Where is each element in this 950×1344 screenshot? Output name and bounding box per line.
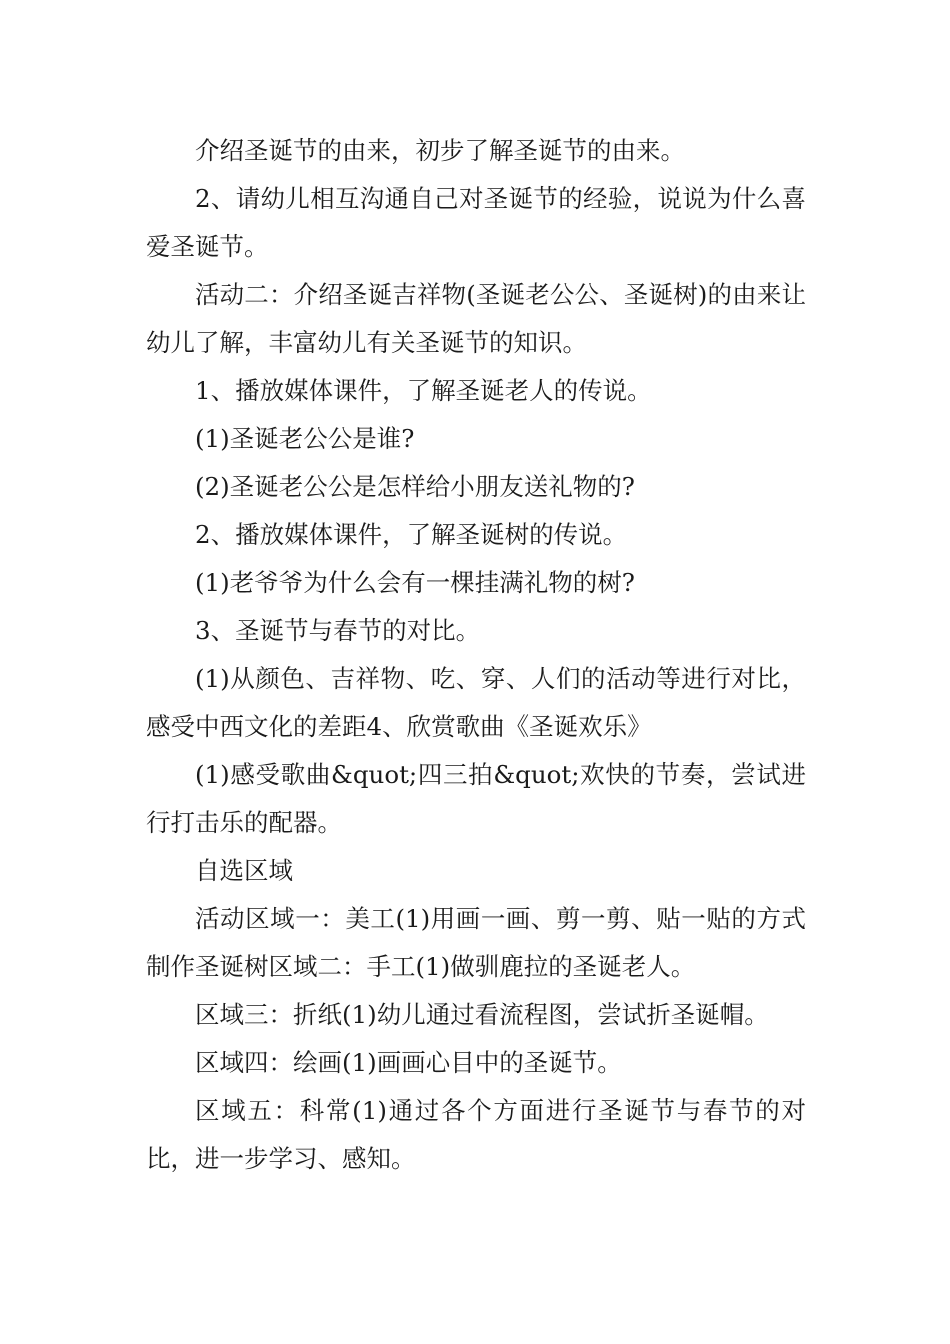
paragraph: 活动区域一：美工(1)用画一画、剪一剪、贴一贴的方式制作圣诞树区域二：手工(1)做驯鹿拉的圣诞老人。 xyxy=(146,904,806,981)
paragraph: (1)圣诞老公公是谁? xyxy=(195,424,415,453)
paragraph: 区域三：折纸(1)幼儿通过看流程图，尝试折圣诞帽。 xyxy=(195,1000,769,1029)
paragraph: 区域四：绘画(1)画画心目中的圣诞节。 xyxy=(195,1048,622,1077)
paragraph: 2、请幼儿相互沟通自己对圣诞节的经验，说说为什么喜爱圣诞节。 xyxy=(146,184,806,261)
paragraph: 3、圣诞节与春节的对比。 xyxy=(195,616,481,645)
paragraph: 2、播放媒体课件，了解圣诞树的传说。 xyxy=(195,520,628,549)
paragraph: 介绍圣诞节的由来，初步了解圣诞节的由来。 xyxy=(195,136,685,165)
paragraph: 活动二：介绍圣诞吉祥物(圣诞老公公、圣诞树)的由来让幼儿了解，丰富幼儿有关圣诞节的知识。 xyxy=(146,280,806,357)
paragraph: (1)从颜色、吉祥物、吃、穿、人们的活动等进行对比，感受中西文化的差距4、欣赏歌曲《圣诞欢乐》 xyxy=(146,664,806,741)
document-body xyxy=(146,127,806,1183)
paragraph: (1)老爷爷为什么会有一棵挂满礼物的树? xyxy=(195,568,635,597)
paragraph: 区域五：科常(1)通过各个方面进行圣诞节与春节的对比，进一步学习、感知。 xyxy=(146,1096,806,1173)
section-heading: 自选区域 xyxy=(195,856,293,885)
paragraph: (1)感受歌曲&quot;四三拍&quot;欢快的节奏，尝试进行打击乐的配器。 xyxy=(146,760,806,837)
paragraph: 1、播放媒体课件，了解圣诞老人的传说。 xyxy=(195,376,652,405)
paragraph: (2)圣诞老公公是怎样给小朋友送礼物的? xyxy=(195,472,635,501)
